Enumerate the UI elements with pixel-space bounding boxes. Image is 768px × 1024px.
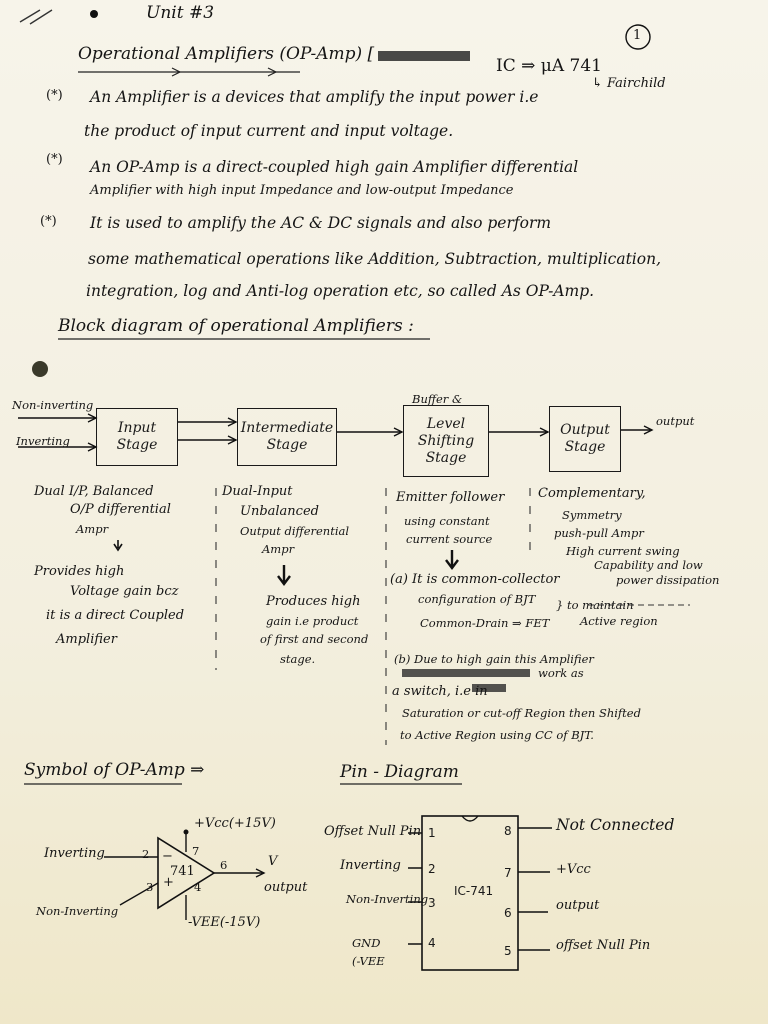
- pin-7-num: 7: [504, 866, 512, 880]
- pin-5-label: offset Null Pin: [556, 938, 651, 953]
- symbol-output-label: output: [264, 880, 308, 895]
- symbol-vee-label: -VEE(-15V): [188, 915, 261, 930]
- symbol-plus-sign: +: [163, 875, 174, 890]
- note-intermediate-4: Ampr: [262, 542, 295, 556]
- note-level-1: Emitter follower: [396, 490, 505, 505]
- point-2-line-1: An OP-Amp is a direct-coupled high gain Amplifier differential: [90, 158, 579, 176]
- bullet-mark: (*): [40, 214, 57, 229]
- bullet-mark: (*): [46, 88, 63, 103]
- pin-4-label: GND (-VEE: [352, 936, 385, 968]
- ic-label: IC ⇒ μA 741: [496, 56, 602, 76]
- symbol-pin-4: 4: [194, 880, 202, 894]
- note-intermediate-2: Unbalanced: [240, 504, 319, 519]
- note-output-3: push-pull Ampr: [554, 526, 644, 540]
- note-input-7: Amplifier: [56, 632, 117, 647]
- note-output-2: Symmetry: [562, 508, 622, 522]
- point-1-line-2: the product of input current and input voltage.: [84, 122, 454, 140]
- symbol-vcc-label: +Vcc(+15V): [194, 816, 276, 831]
- note-input-1: Dual I/P, Balanced: [34, 484, 154, 499]
- note-intermediate-3: Output differential: [240, 524, 350, 538]
- symbol-inverting-label: Inverting: [44, 846, 105, 861]
- note-intermediate-1: Dual-Input: [222, 484, 293, 499]
- note-output-4: High current swing: [566, 544, 680, 558]
- note-level-7: } to maintain: [556, 598, 634, 612]
- symbol-heading: Symbol of OP-Amp ⇒: [24, 760, 205, 780]
- note-level-8: Active region: [580, 614, 658, 628]
- point-3-line-1: It is used to amplify the AC & DC signals and also perform: [90, 214, 552, 232]
- symbol-pin-3: 3: [146, 880, 154, 894]
- note-intermediate-7: of first and second: [260, 632, 369, 646]
- symbol-non-inverting-label: Non-Inverting: [36, 904, 119, 918]
- pin-1-num: 1: [428, 826, 436, 840]
- point-3-line-3: integration, log and Anti-log operation etc, so called As OP-Amp.: [86, 282, 595, 300]
- note-output-5: Capability and low: [594, 558, 703, 572]
- pin-6-num: 6: [504, 906, 512, 920]
- note-input-5: Voltage gain bcz: [70, 584, 179, 599]
- pin-4-num: 4: [428, 936, 436, 950]
- pin-3-label: Non-Inverting: [346, 892, 429, 906]
- note-level-10: work as: [538, 666, 584, 680]
- page-title: Operational Amplifiers (OP-Amp) [: [78, 44, 375, 64]
- note-level-2: using constant: [404, 514, 490, 528]
- note-level-13: to Active Region using CC of BJT.: [400, 728, 594, 742]
- note-level-4: (a) It is common-collector: [390, 572, 560, 587]
- point-1-line-1: An Amplifier is a devices that amplify the input power i.e: [90, 88, 539, 106]
- note-output-6: power dissipation: [616, 573, 720, 587]
- pin-diagram-heading: Pin - Diagram: [340, 762, 459, 782]
- block-diagram-heading: Block diagram of operational Amplifiers :: [58, 316, 414, 336]
- output-stage-block: Output Stage: [549, 406, 621, 472]
- note-input-2: O/P differential: [70, 502, 171, 517]
- symbol-minus-sign: −: [162, 849, 173, 864]
- output-label: output: [656, 414, 695, 428]
- input-non-inverting-label: Non-inverting: [12, 398, 94, 412]
- note-level-12: Saturation or cut-off Region then Shifted: [402, 706, 641, 720]
- note-level-5: configuration of BJT: [418, 592, 536, 606]
- symbol-chip-label: 741: [170, 864, 195, 879]
- note-input-3: Ampr: [76, 522, 109, 536]
- symbol-pin-7: 7: [192, 844, 200, 858]
- bullet-mark: (*): [46, 152, 63, 167]
- note-level-6: Common-Drain ⇒ FET: [420, 616, 550, 630]
- page-number: 1: [633, 28, 642, 43]
- pin-chip-label: IC-741: [454, 884, 494, 898]
- input-inverting-label: Inverting: [16, 434, 70, 448]
- note-input-4: Provides high: [34, 564, 125, 579]
- note-input-6: it is a direct Coupled: [46, 608, 185, 623]
- pin-2-num: 2: [428, 862, 436, 876]
- pin-6-label: output: [556, 898, 600, 913]
- buffer-label: Buffer &: [412, 392, 463, 406]
- pin-2-label: Inverting: [340, 858, 401, 873]
- symbol-output-v: V: [268, 854, 278, 869]
- point-2-line-2: Amplifier with high input Impedance and low-output Impedance: [90, 183, 514, 198]
- note-intermediate-5: Produces high: [266, 594, 361, 609]
- note-output-1: Complementary,: [538, 486, 646, 501]
- symbol-pin-2: 2: [142, 847, 150, 861]
- pin-8-label: Not Connected: [556, 816, 675, 834]
- pin-3-num: 3: [428, 896, 436, 910]
- note-level-11: a switch, i.e in: [392, 684, 488, 699]
- note-intermediate-6: gain i.e product: [266, 614, 359, 628]
- manufacturer-label: ↳ Fairchild: [592, 76, 666, 91]
- note-intermediate-8: stage.: [280, 652, 316, 666]
- input-stage-block: Input Stage: [96, 408, 178, 466]
- symbol-pin-6: 6: [220, 858, 228, 872]
- pin-1-label: Offset Null Pin: [324, 824, 422, 839]
- point-3-line-2: some mathematical operations like Addition, Subtraction, multiplication,: [88, 250, 662, 268]
- pin-8-num: 8: [504, 824, 512, 838]
- note-level-9: (b) Due to high gain this Amplifier: [394, 652, 594, 666]
- level-shifting-stage-block: Level Shifting Stage: [403, 405, 489, 477]
- note-level-3: current source: [406, 532, 493, 546]
- pin-7-label: +Vcc: [556, 862, 591, 877]
- pin-5-num: 5: [504, 944, 512, 958]
- intermediate-stage-block: Intermediate Stage: [237, 408, 337, 466]
- bullet-dot: [90, 10, 98, 18]
- unit-label: Unit #3: [146, 3, 215, 23]
